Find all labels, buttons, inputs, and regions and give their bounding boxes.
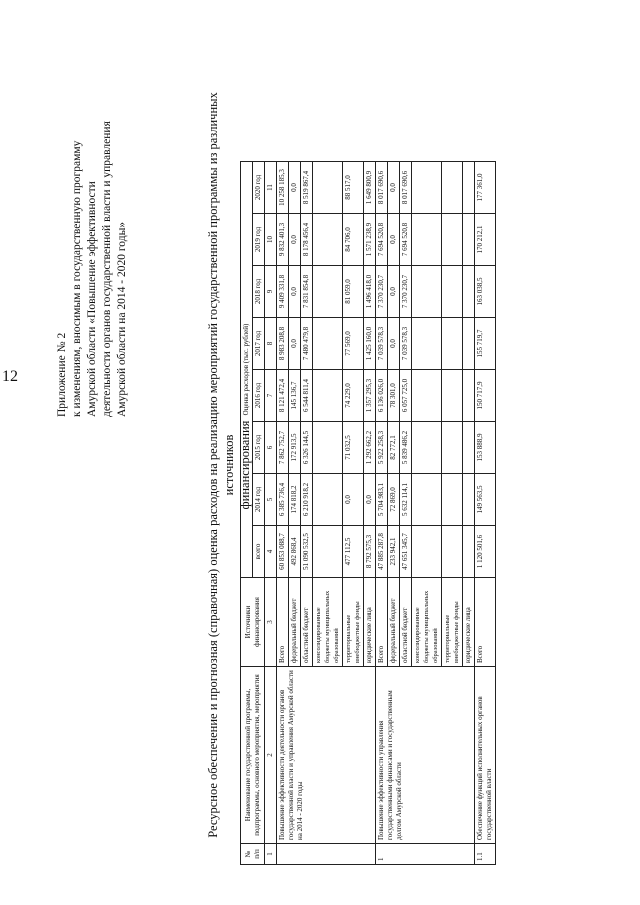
value-cell: 163 038,5 (475, 266, 496, 318)
value-cell: 177 361,0 (475, 162, 496, 214)
value-cell: 170 212,1 (475, 214, 496, 266)
value-cell: 5 632 114,1 (400, 474, 412, 526)
column-number: 2 (265, 667, 277, 844)
value-cell: 71 032,5 (343, 422, 364, 474)
value-cell: 0,0 (289, 318, 301, 370)
column-number: 11 (265, 162, 277, 214)
value-cell: 0,0 (364, 474, 376, 526)
title-line: Ресурсное обеспечение и прогнозная (справочная) оценка расходов на реализацию мероприятий государственной программы из различных источников (206, 92, 236, 838)
value-cell (442, 526, 463, 578)
value-cell: 7 039 578,3 (400, 318, 412, 370)
column-number: 3 (265, 578, 277, 667)
header-name: Наименование государственной программы, подпрограммы, основного мероприятия, мероприятия (241, 667, 265, 844)
value-cell: 88 517,0 (343, 162, 364, 214)
value-cell (313, 422, 343, 474)
header-year: всего (253, 526, 265, 578)
appendix-line: Амурской области на 2014 - 2020 годы» (116, 221, 128, 417)
value-cell: 153 888,9 (475, 422, 496, 474)
value-cell: 60 853 088,7 (277, 526, 289, 578)
value-cell: 82 772,1 (388, 422, 400, 474)
value-cell (412, 214, 442, 266)
value-cell: 6 210 918,2 (301, 474, 313, 526)
value-cell: 477 112,5 (343, 526, 364, 578)
value-cell (442, 474, 463, 526)
column-number: 7 (265, 370, 277, 422)
value-cell: 9 409 331,8 (277, 266, 289, 318)
column-number: 5 (265, 474, 277, 526)
column-number: 6 (265, 422, 277, 474)
value-cell: 7 370 230,7 (376, 266, 388, 318)
value-cell (313, 526, 343, 578)
value-cell: 47 885 287,8 (376, 526, 388, 578)
value-cell: 8 017 690,6 (400, 162, 412, 214)
value-cell: 8 983 208,8 (277, 318, 289, 370)
value-cell: 149 563,5 (475, 474, 496, 526)
header-year: 2017 год (253, 318, 265, 370)
source-cell: федеральный бюджет (388, 578, 400, 667)
column-number: 10 (265, 214, 277, 266)
value-cell (463, 474, 475, 526)
value-cell: 150 717,9 (475, 370, 496, 422)
header-estimate: Оценка расходов (тыс. рублей) (241, 162, 253, 578)
value-cell: 1 357 295,3 (364, 370, 376, 422)
table-row (277, 162, 289, 865)
value-cell (442, 266, 463, 318)
value-cell (463, 526, 475, 578)
value-cell: 77 569,0 (343, 318, 364, 370)
value-cell (313, 162, 343, 214)
row-name: Обеспечение функций исполнительных органов государственной власти (475, 667, 496, 844)
source-cell: территориальные внебюджетные фонды (343, 578, 364, 667)
value-cell: 8 017 690,6 (376, 162, 388, 214)
appendix-line: деятельности органов государственной власти и управления (101, 121, 113, 417)
value-cell: 8 121 472,4 (277, 370, 289, 422)
appendix-line: Амурской области «Повышение эффективности (86, 181, 98, 417)
row-number: 1 (376, 844, 475, 865)
appendix-line: к изменениям, вносимым в государственную программу (71, 140, 83, 417)
source-cell: федеральный бюджет (289, 578, 301, 667)
value-cell: 5 839 486,2 (400, 422, 412, 474)
value-cell: 0,0 (388, 214, 400, 266)
value-cell: 84 706,0 (343, 214, 364, 266)
value-cell: 145 136,7 (289, 370, 301, 422)
appendix-note (55, 17, 130, 417)
title-line: финансирования (238, 420, 252, 510)
value-cell (463, 162, 475, 214)
value-cell: 1 425 160,0 (364, 318, 376, 370)
value-cell: 72 869,0 (388, 474, 400, 526)
value-cell: 0,0 (289, 214, 301, 266)
source-cell: Всего (475, 578, 496, 667)
header-year: 2015 год (253, 422, 265, 474)
value-cell (412, 266, 442, 318)
value-cell: 0,0 (343, 474, 364, 526)
value-cell: 492 868,4 (289, 526, 301, 578)
value-cell (313, 370, 343, 422)
column-number-row (265, 162, 277, 865)
value-cell: 81 059,0 (343, 266, 364, 318)
header-source: Источники финансирования (241, 578, 265, 667)
source-cell: Всего (277, 578, 289, 667)
value-cell: 1 649 800,9 (364, 162, 376, 214)
funding-table (240, 161, 496, 865)
source-cell: консолидированные бюджеты муниципальных образований (412, 578, 442, 667)
value-cell (463, 266, 475, 318)
header-year: 2014 год (253, 474, 265, 526)
value-cell: 5 704 983,1 (376, 474, 388, 526)
value-cell: 6 385 736,4 (277, 474, 289, 526)
source-cell: юридические лица (364, 578, 376, 667)
value-cell: 8 178 456,4 (301, 214, 313, 266)
value-cell: 1 496 418,0 (364, 266, 376, 318)
value-cell: 174 818,2 (289, 474, 301, 526)
column-number: 1 (265, 844, 277, 865)
value-cell (442, 422, 463, 474)
value-cell (412, 474, 442, 526)
value-cell (412, 370, 442, 422)
value-cell (412, 162, 442, 214)
row-number (277, 844, 376, 865)
value-cell: 9 832 401,3 (277, 214, 289, 266)
header-year: 2018 год (253, 266, 265, 318)
value-cell: 6 544 811,4 (301, 370, 313, 422)
value-cell: 155 719,7 (475, 318, 496, 370)
value-cell: 47 651 345,7 (400, 526, 412, 578)
value-cell (442, 162, 463, 214)
column-number: 8 (265, 318, 277, 370)
value-cell: 7 694 520,8 (376, 214, 388, 266)
value-cell (313, 318, 343, 370)
table-row (376, 162, 388, 865)
value-cell: 0,0 (289, 266, 301, 318)
value-cell (463, 318, 475, 370)
header-year: 2019 год (253, 214, 265, 266)
value-cell: 7 039 578,3 (376, 318, 388, 370)
value-cell: 10 258 185,3 (277, 162, 289, 214)
value-cell: 0,0 (388, 162, 400, 214)
value-cell (313, 266, 343, 318)
row-name: Повышение эффективности деятельности органов государственной власти и управления Амурской области на 2014 - 2020 годы (277, 667, 376, 844)
value-cell: 6 057 725,0 (400, 370, 412, 422)
value-cell: 7 862 752,7 (277, 422, 289, 474)
value-cell: 5 922 258,3 (376, 422, 388, 474)
value-cell: 6 136 026,0 (376, 370, 388, 422)
value-cell: 8 519 867,4 (301, 162, 313, 214)
value-cell: 78 301,0 (388, 370, 400, 422)
source-cell: территориальные внебюджетные фонды (442, 578, 463, 667)
value-cell (442, 370, 463, 422)
column-number: 4 (265, 526, 277, 578)
value-cell: 1 292 662,2 (364, 422, 376, 474)
source-cell: областной бюджет (400, 578, 412, 667)
value-cell (412, 318, 442, 370)
value-cell: 74 229,0 (343, 370, 364, 422)
value-cell: 7 831 854,8 (301, 266, 313, 318)
table-row (475, 162, 496, 865)
value-cell: 0,0 (289, 162, 301, 214)
value-cell (313, 474, 343, 526)
value-cell: 7 694 520,8 (400, 214, 412, 266)
value-cell: 6 326 144,5 (301, 422, 313, 474)
source-cell: областной бюджет (301, 578, 313, 667)
value-cell (412, 526, 442, 578)
value-cell: 0,0 (388, 318, 400, 370)
value-cell (463, 214, 475, 266)
value-cell (442, 318, 463, 370)
value-cell: 172 913,5 (289, 422, 301, 474)
value-cell (442, 214, 463, 266)
value-cell: 1 571 238,9 (364, 214, 376, 266)
header-year: 2016 год (253, 370, 265, 422)
header-year: 2020 год (253, 162, 265, 214)
value-cell: 7 370 230,7 (400, 266, 412, 318)
value-cell (463, 370, 475, 422)
row-number: 1.1 (475, 844, 496, 865)
value-cell: 8 792 575,3 (364, 526, 376, 578)
column-number: 9 (265, 266, 277, 318)
header-no: № п/п (241, 844, 265, 865)
row-name: Повышение эффективности управления государственными финансами и государственным долгом Амурской области (376, 667, 475, 844)
value-cell (412, 422, 442, 474)
value-cell: 233 942,1 (388, 526, 400, 578)
value-cell (313, 214, 343, 266)
page-number: 12 (2, 368, 18, 385)
value-cell: 51 090 532,5 (301, 526, 313, 578)
source-cell: консолидированные бюджеты муниципальных образований (313, 578, 343, 667)
value-cell: 7 480 479,8 (301, 318, 313, 370)
appendix-line: Приложение № 2 (56, 332, 68, 417)
value-cell: 0,0 (388, 266, 400, 318)
source-cell: Всего (376, 578, 388, 667)
value-cell (463, 422, 475, 474)
source-cell: юридические лица (463, 578, 475, 667)
value-cell: 1 120 501,6 (475, 526, 496, 578)
